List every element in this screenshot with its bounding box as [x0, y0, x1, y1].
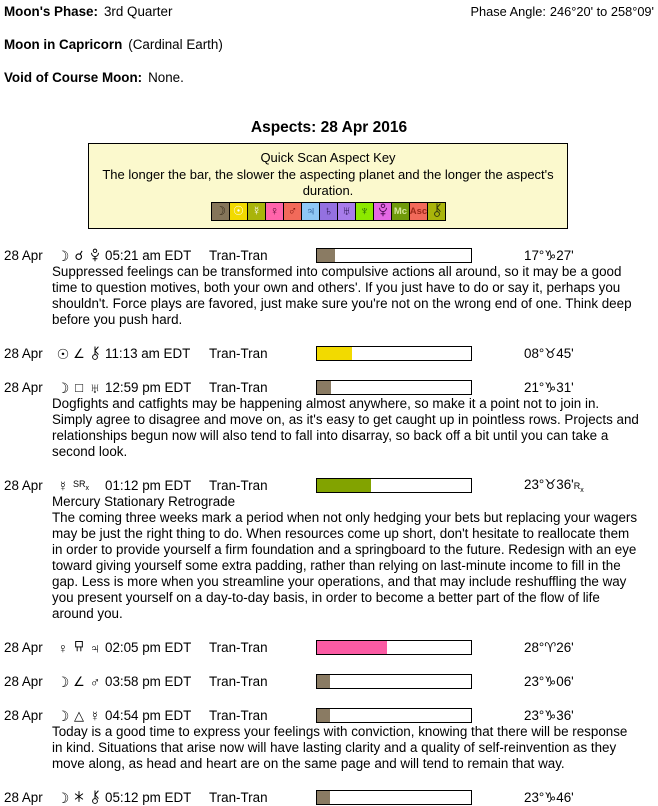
- aspect-glyphs: [55, 380, 105, 396]
- square-icon: □: [75, 379, 83, 395]
- phase-angle-value: 246°20' to 258°09': [549, 4, 654, 19]
- sun-key-square: [229, 202, 248, 221]
- moons-phase-label: Moon's Phase:: [4, 4, 98, 19]
- aspect-type: Tran-Tran: [209, 346, 268, 361]
- position-text: 23°♉36': [524, 477, 574, 493]
- jupiter-icon: ♃: [305, 204, 316, 218]
- mars-key-square: [283, 202, 302, 221]
- aspect-type: Tran-Tran: [209, 708, 268, 723]
- quick-scan-aspect-key: [88, 143, 568, 229]
- semisquare-icon: ∠: [73, 673, 85, 689]
- midheaven-icon: Mc: [393, 206, 408, 217]
- moon-sign-note: (Cardinal Earth): [128, 37, 223, 52]
- aspect-duration-bar: [316, 708, 472, 723]
- aspect-duration-bar-fill: [317, 709, 330, 722]
- venus-icon: ♀: [57, 639, 69, 656]
- aspect-time: 01:12 pm EDT: [105, 478, 192, 493]
- aspect-duration-bar: [316, 478, 472, 493]
- aspect-date: 28 Apr: [4, 790, 43, 805]
- aspect-row: [4, 247, 658, 264]
- venus-key-square: [265, 202, 284, 221]
- aspect-position: [524, 346, 574, 362]
- neptune-icon: ♆: [359, 204, 370, 218]
- header-line-moon-sign: [4, 37, 654, 52]
- aspect-duration-bar-fill: [317, 347, 352, 360]
- aspect-date: 28 Apr: [4, 380, 43, 395]
- aspect-position: [524, 380, 574, 396]
- saturn-icon: ♄: [323, 204, 334, 218]
- aspect-row: [4, 707, 658, 724]
- pluto-icon: [377, 203, 389, 221]
- key-title: Quick Scan Aspect Key: [260, 150, 396, 165]
- aspect-duration-bar-fill: [317, 675, 330, 688]
- aspect-date: 28 Apr: [4, 708, 43, 723]
- aspect-date: 28 Apr: [4, 478, 43, 493]
- neptune-key-square: [355, 202, 374, 221]
- uranus-key-square: [337, 202, 356, 221]
- moon-icon: ☽: [56, 247, 70, 264]
- page-title: Aspects: 28 Apr 2016: [250, 119, 408, 136]
- aspect-type: Tran-Tran: [209, 674, 268, 689]
- aspect-duration-bar-fill: [317, 791, 330, 804]
- moons-phase: [4, 4, 172, 19]
- ascendant-icon: Asc: [409, 206, 428, 217]
- aspect-row: [4, 379, 658, 396]
- aspect-time: 05:12 pm EDT: [105, 790, 192, 805]
- phase-angle: [471, 4, 655, 19]
- semisquare-icon: ∠: [73, 345, 85, 361]
- aspect-glyphs: [55, 674, 105, 690]
- pluto-key-square: [373, 202, 392, 221]
- aspect-row: [4, 673, 658, 690]
- moon-key-square: [211, 202, 230, 221]
- aspect-item-venus-sesquiquadrate-jupiter: [4, 639, 658, 656]
- moon-icon: ☽: [56, 789, 70, 806]
- aspect-position: [524, 477, 584, 494]
- mercury-icon: ☿: [251, 204, 262, 218]
- position-text: 28°♈26': [524, 639, 574, 655]
- moon-icon: ☽: [56, 707, 70, 724]
- aspect-item-moon-conjunct-pluto: [4, 247, 658, 328]
- aspect-description: Suppressed feelings can be transformed into compulsive actions all around, so it may be a good time to question motives, both your own and others'. If you just have to do or say it, perhaps you shouldn't. Force plays are favored, just make sure you're not on the wrong end of one. Think deep before you push hard.: [52, 264, 632, 327]
- aspect-glyphs: [55, 708, 105, 724]
- position-text: 17°♑27': [524, 247, 574, 263]
- aspect-date: 28 Apr: [4, 674, 43, 689]
- venus-icon: ♀: [269, 204, 280, 218]
- aspect-glyphs: [55, 478, 105, 494]
- chiron-key-square: [427, 202, 446, 221]
- pluto-icon: [87, 248, 103, 264]
- aspect-row: [4, 477, 658, 494]
- aspect-description: Dogfights and catfights may be happening almost anywhere, so make it a point not to join in. Simply agree to disagree and move on, as it's easy to get caught up in pointless rows. Projects and relationships begun now will also tend to fall into disarray, so back off a bit until you can take a second look.: [52, 396, 639, 459]
- aspect-item-sun-semisquare-chiron: [4, 345, 658, 362]
- aspect-glyphs: [55, 346, 105, 362]
- aspect-duration-bar: [316, 248, 472, 263]
- mercury-icon: ☿: [57, 477, 69, 494]
- aspect-duration-bar: [316, 346, 472, 361]
- moon-sign: [4, 37, 223, 52]
- phase-angle-label: Phase Angle:: [470, 4, 546, 19]
- aspect-position: [524, 708, 574, 724]
- aspect-time: 11:13 am EDT: [105, 346, 191, 361]
- aspect-row: [4, 345, 658, 362]
- planet-key-strip: [89, 202, 567, 221]
- saturn-key-square: [319, 202, 338, 221]
- jupiter-key-square: [301, 202, 320, 221]
- aspect-glyphs: [55, 248, 105, 264]
- aspect-position: [524, 640, 574, 656]
- aspect-item-mercury-stationary-retrograde: [4, 477, 658, 622]
- aspect-date: 28 Apr: [4, 346, 43, 361]
- position-text: 23°♑06': [524, 673, 574, 689]
- aspect-time: 03:58 pm EDT: [105, 674, 192, 689]
- aspect-type: Tran-Tran: [209, 790, 268, 805]
- aspect-glyphs: [55, 639, 105, 656]
- moon-icon: ☽: [56, 379, 70, 396]
- aspect-date: 28 Apr: [4, 640, 43, 655]
- key-subtitle: The longer the bar, the slower the aspecting planet and the longer the aspect's duration.: [102, 167, 554, 198]
- aspect-item-moon-sextile-chiron: [4, 789, 658, 806]
- sesquiquadrate-icon: [71, 639, 87, 656]
- aspect-time: 05:21 am EDT: [105, 248, 192, 263]
- aspect-description: Today is a good time to express your feelings with conviction, knowing that there will be response in kind. Situations that arise now will have lasting clarity and a quality of self-reinvention as they move along, as head and heart are on the same page and will tend to remain that way.: [52, 724, 628, 771]
- header-line-phase: [4, 4, 654, 19]
- mars-icon: ♂: [89, 673, 101, 690]
- moon-icon: ☽: [56, 673, 70, 690]
- aspect-item-moon-trine-mercury: [4, 707, 658, 772]
- moon-sign-label: Moon in Capricorn: [4, 37, 123, 52]
- aspect-type: Tran-Tran: [209, 640, 268, 655]
- midheaven-key-square: [391, 202, 410, 221]
- aspect-duration-bar: [316, 640, 472, 655]
- aspect-time: 02:05 pm EDT: [105, 640, 192, 655]
- retrograde-indicator: $R_x$: [573, 481, 584, 494]
- sun-icon: ☉: [56, 345, 70, 362]
- aspect-date: 28 Apr: [4, 248, 43, 263]
- aspect-time: 12:59 pm EDT: [105, 380, 192, 395]
- aspects-list: [4, 247, 658, 806]
- aspect-duration-bar: [316, 380, 472, 395]
- aspect-description: The coming three weeks mark a period when not only hedging your bets but replacing your wagers may be just the right thing to do. When resources come up short, don't hesitate to reallocate them in order to provide yourself a firm foundation and a springboard to the future. Redesign with an eye toward giving yourself some extra padding, rather than relying on last-minute income to fill in the gap. Less is more when you streamline your operations, and that may include reshuffling the way you present yourself on a day-to-day basis, in order to become a better part of the flow of life around you.: [52, 510, 638, 621]
- aspect-position: [524, 674, 574, 690]
- aspect-glyphs: [55, 789, 105, 806]
- aspect-row: [4, 789, 658, 806]
- mercury-key-square: [247, 202, 266, 221]
- aspect-type: Tran-Tran: [209, 380, 268, 395]
- mars-icon: ♂: [287, 204, 298, 218]
- sun-icon: ☉: [232, 204, 245, 218]
- conjunction-icon: ☌: [74, 247, 84, 263]
- aspect-duration-bar-fill: [317, 641, 387, 654]
- aspect-subtitle: Mercury Stationary Retrograde: [52, 494, 236, 509]
- aspect-item-moon-semisquare-mars: [4, 673, 658, 690]
- chiron-icon: [87, 346, 103, 362]
- aspect-time: 04:54 pm EDT: [105, 708, 192, 723]
- aspect-duration-bar-fill: [317, 249, 335, 262]
- sextile-icon: [71, 789, 87, 806]
- jupiter-icon: ♃: [89, 639, 101, 656]
- mercury-icon: ☿: [89, 707, 101, 724]
- position-text: 08°♉45': [524, 345, 574, 361]
- stationary-retrograde-label: $SR_x$: [73, 479, 90, 492]
- uranus-icon: ♅: [341, 204, 352, 218]
- aspect-type: Tran-Tran: [209, 478, 268, 493]
- chiron-icon: [431, 203, 443, 221]
- void-of-course: [4, 70, 184, 85]
- chiron-icon: [87, 790, 103, 806]
- aspect-duration-bar: [316, 790, 472, 805]
- moon-icon: ☽: [214, 204, 227, 218]
- ascendant-key-square: [409, 202, 428, 221]
- trine-icon: △: [74, 707, 84, 723]
- aspect-duration-bar-fill: [317, 381, 331, 394]
- voc-label: Void of Course Moon:: [4, 70, 143, 85]
- voc-value: None.: [148, 70, 184, 85]
- aspect-position: [524, 248, 574, 264]
- aspect-row: [4, 639, 658, 656]
- position-text: 21°♑31': [524, 379, 574, 395]
- aspect-duration-bar-fill: [317, 479, 371, 492]
- aspect-item-moon-square-uranus: [4, 379, 658, 460]
- header-line-voc: [4, 70, 654, 85]
- position-text: 23°♑46': [524, 789, 574, 805]
- aspect-duration-bar: [316, 674, 472, 689]
- aspect-type: Tran-Tran: [209, 248, 268, 263]
- aspect-position: [524, 790, 574, 806]
- uranus-icon: ♅: [89, 379, 101, 396]
- moons-phase-value: 3rd Quarter: [103, 4, 173, 19]
- position-text: 23°♑36': [524, 707, 574, 723]
